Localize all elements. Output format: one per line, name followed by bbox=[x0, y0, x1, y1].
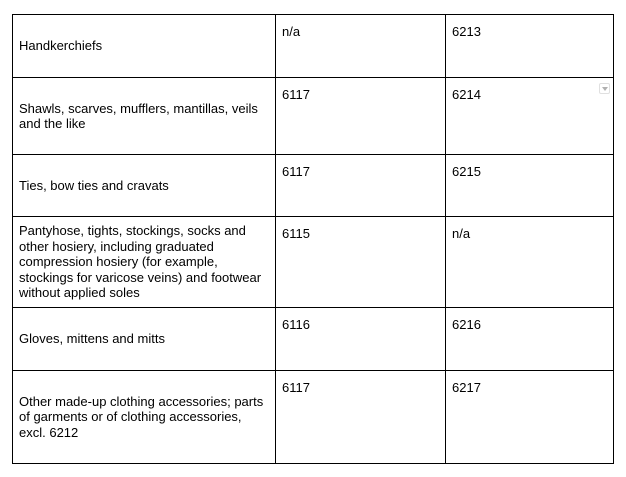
description-cell[interactable]: Ties, bow ties and cravats bbox=[13, 155, 276, 217]
description-cell[interactable]: Handkerchiefs bbox=[13, 15, 276, 78]
chevron-down-icon[interactable] bbox=[599, 83, 610, 94]
description-cell[interactable]: Other made-up clothing accessories; parts of garments or of clothing accessories, excl. 6212 bbox=[13, 371, 276, 464]
code-a-cell[interactable]: n/a bbox=[276, 15, 446, 78]
description-cell[interactable]: Shawls, scarves, mufflers, mantillas, veils and the like bbox=[13, 78, 276, 155]
code-b-cell[interactable]: 6215 bbox=[446, 155, 614, 217]
code-a-cell[interactable]: 6115 bbox=[276, 217, 446, 308]
code-a-cell[interactable]: 6117 bbox=[276, 155, 446, 217]
code-a-cell[interactable]: 6117 bbox=[276, 371, 446, 464]
code-a-cell[interactable]: 6117 bbox=[276, 78, 446, 155]
code-b-cell[interactable]: 6213 bbox=[446, 15, 614, 78]
code-a-cell[interactable]: 6116 bbox=[276, 308, 446, 371]
code-b-value: 6214 bbox=[452, 87, 481, 102]
description-cell[interactable]: Pantyhose, tights, stockings, socks and other hosiery, including graduated compression hosiery (for example, stockings for varicose veins) and footwear without applied soles bbox=[13, 217, 276, 308]
code-b-cell[interactable]: n/a bbox=[446, 217, 614, 308]
table-row bbox=[13, 155, 614, 217]
table-row bbox=[13, 78, 614, 155]
table-row bbox=[13, 217, 614, 308]
table-row bbox=[13, 15, 614, 78]
description-cell[interactable]: Gloves, mittens and mitts bbox=[13, 308, 276, 371]
code-b-cell-with-dropdown[interactable] bbox=[446, 78, 614, 155]
product-code-table bbox=[12, 14, 614, 464]
code-b-cell[interactable]: 6216 bbox=[446, 308, 614, 371]
table-row bbox=[13, 308, 614, 371]
code-b-cell[interactable]: 6217 bbox=[446, 371, 614, 464]
table-row bbox=[13, 371, 614, 464]
